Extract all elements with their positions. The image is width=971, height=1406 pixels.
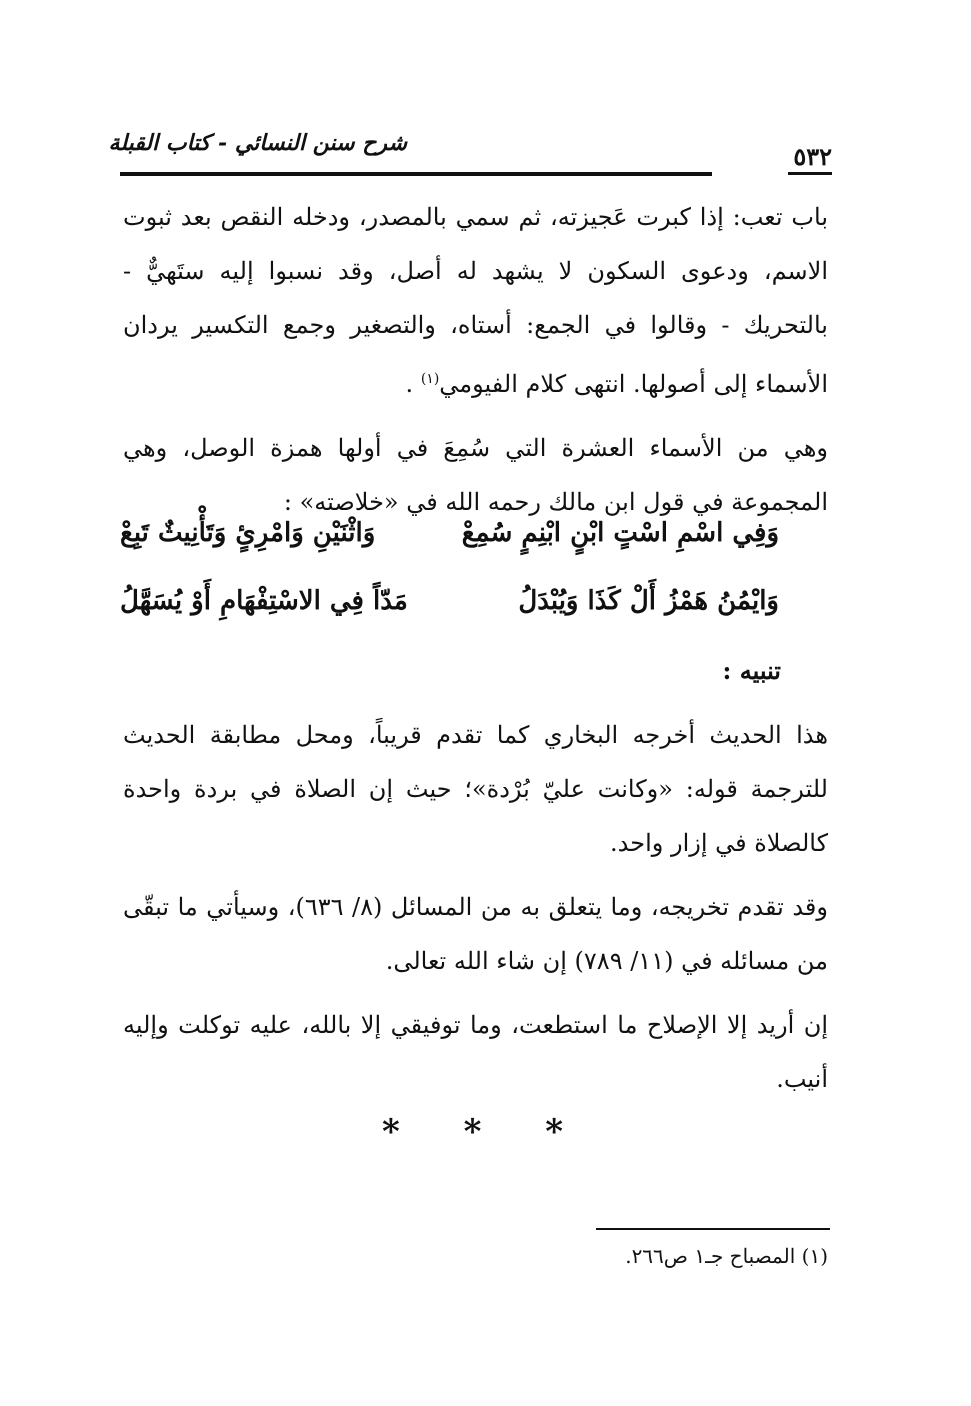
- verse-2-left: مَدّاً فِي الاسْتِفْهَامِ أَوْ يُسَهَّلُ: [120, 586, 408, 616]
- paragraph-1: [123, 190, 828, 411]
- verse-1-right: وَفِي اسْمِ اسْتٍ ابْنٍ ابْنِمٍ سُمِعْ: [461, 518, 779, 548]
- header-rule-short: [788, 172, 832, 175]
- running-title: شرح سنن النسائي - كتاب القبلة: [108, 130, 407, 156]
- footnote-ref: (١): [420, 371, 440, 387]
- paragraph-1-text: باب تعب: إذا كبرت عَجيزته، ثم سمي بالمصدر، ودخله النقص بعد ثبوت الاسم، ودعوى السكون لا يشهد له أصل، وقد نسبوا إليه ستَهيٌّ - بالتحريك - وقالوا في الجمع: أستاه، والتصغير وجمع التكسير يردان الأسماء إلى أصولها. انتهى كلام الفيومي: [123, 203, 828, 398]
- paragraph-4: وقد تقدم تخريجه، وما يتعلق به من المسائل (٨/ ٦٣٦)، وسيأتي ما تبقّى من مسائله في (١١/ ٧٨٩) إن شاء الله تعالى.: [123, 893, 828, 975]
- page-header: [108, 130, 832, 176]
- paragraph-2: وهي من الأسماء العشرة التي سُمِعَ في أولها همزة الوصل، وهي المجموعة في قول ابن مالك رحمه الله في «خلاصته» :: [123, 434, 828, 516]
- verse-2-right: وَايْمُنُ هَمْزُ أَلْ كَذَا وَيُبْدَلُ: [518, 586, 779, 616]
- section-separator: * * *: [381, 1112, 589, 1152]
- paragraph-5: إن أريد إلا الإصلاح ما استطعت، وما توفيقي إلا بالله، عليه توكلت وإليه أنيب.: [123, 1011, 828, 1093]
- verse-1-left: وَاثْنَيْنِ وَامْرِئٍ وَتَأْنِيثٌ تَبِعْ: [120, 518, 376, 548]
- verse-line-2: [120, 586, 779, 616]
- verse-line-1: [120, 518, 779, 548]
- page-number: ٥٣٢: [793, 142, 832, 171]
- paragraph-3: هذا الحديث أخرجه البخاري كما تقدم قريباً، ومحل مطابقة الحديث للترجمة قوله: «وكانت عليّ بُرْدة»؛ حيث إن الصلاة في بردة واحدة كالصلاة في إزار واحد.: [123, 721, 828, 857]
- header-rule: [120, 172, 712, 176]
- section-heading: تنبيه :: [722, 656, 781, 685]
- paragraph-1-end: .: [405, 370, 421, 398]
- body-text-top: [123, 190, 828, 529]
- body-text-bottom: [123, 708, 828, 1106]
- footnote: (١) المصباح جـ١ ص٢٦٦.: [625, 1244, 828, 1268]
- footnote-rule: [596, 1228, 830, 1230]
